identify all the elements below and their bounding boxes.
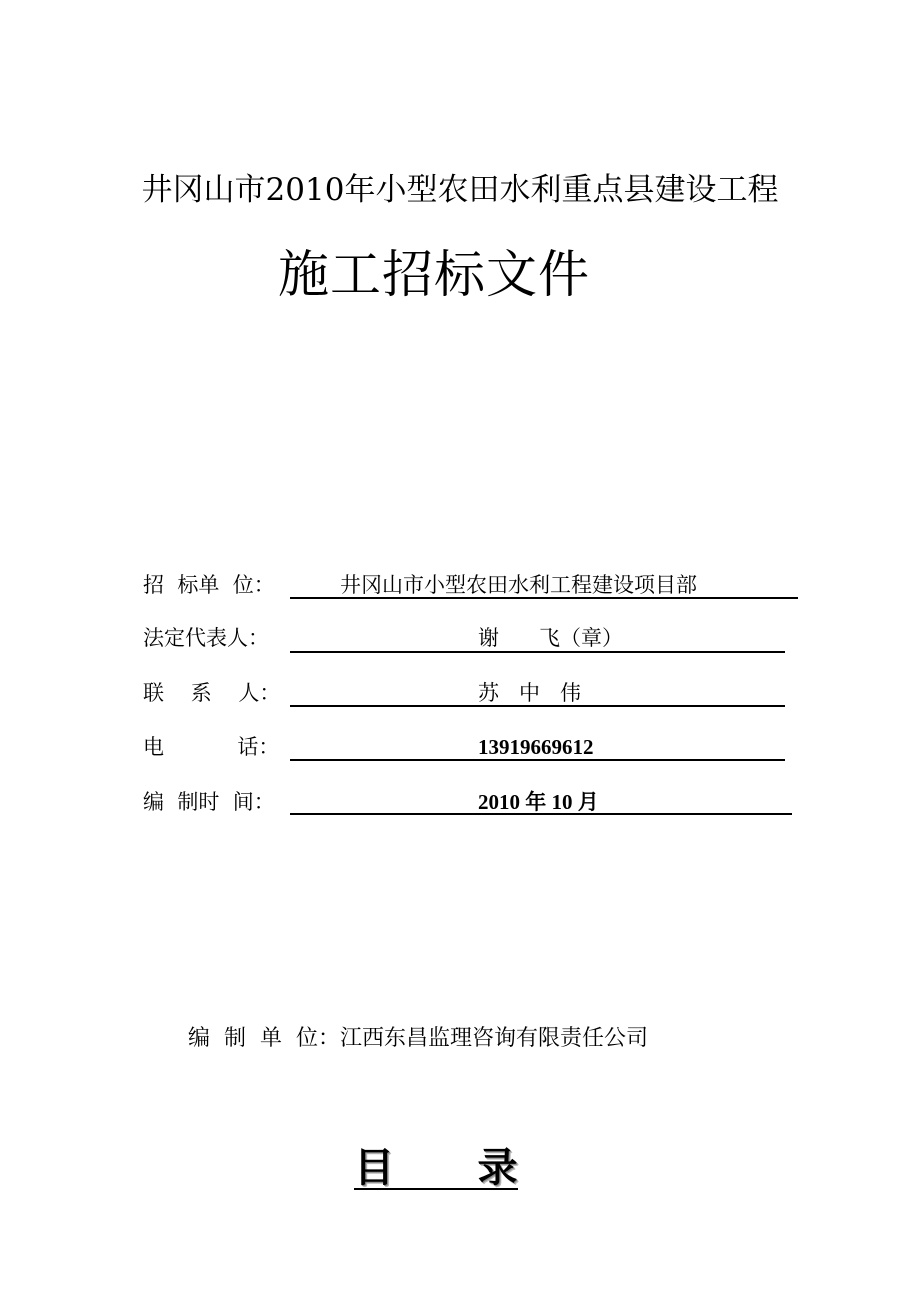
field-value-contact-person: 苏 中 伟: [478, 681, 582, 705]
field-label-phone: 电 话：: [143, 735, 280, 759]
field-label-contact-person: 联 系 人：: [143, 681, 281, 705]
field-value-legal-representative: 谢 飞（章）: [478, 626, 624, 650]
table-of-contents-underline: [354, 1188, 518, 1190]
table-of-contents-heading: 目 录: [354, 1144, 518, 1191]
field-label-legal-representative: 法定代表人：: [143, 626, 269, 650]
field-value-tender-unit: 井冈山市小型农田水利工程建设项目部: [340, 573, 697, 597]
document-title-line-1: 井冈山市2010年小型农田水利重点县建设工程: [141, 172, 779, 208]
field-value-compile-date: 2010 年 10 月: [478, 790, 599, 814]
compiling-unit: 编 制 单 位：江西东昌监理咨询有限责任公司: [188, 1026, 648, 1051]
field-label-compile-date: 编 制时 间：: [143, 790, 275, 814]
field-value-phone: 13919669612: [478, 735, 594, 759]
field-label-tender-unit: 招 标单 位：: [143, 573, 275, 597]
document-title-line-2: 施工招标文件: [278, 246, 591, 305]
